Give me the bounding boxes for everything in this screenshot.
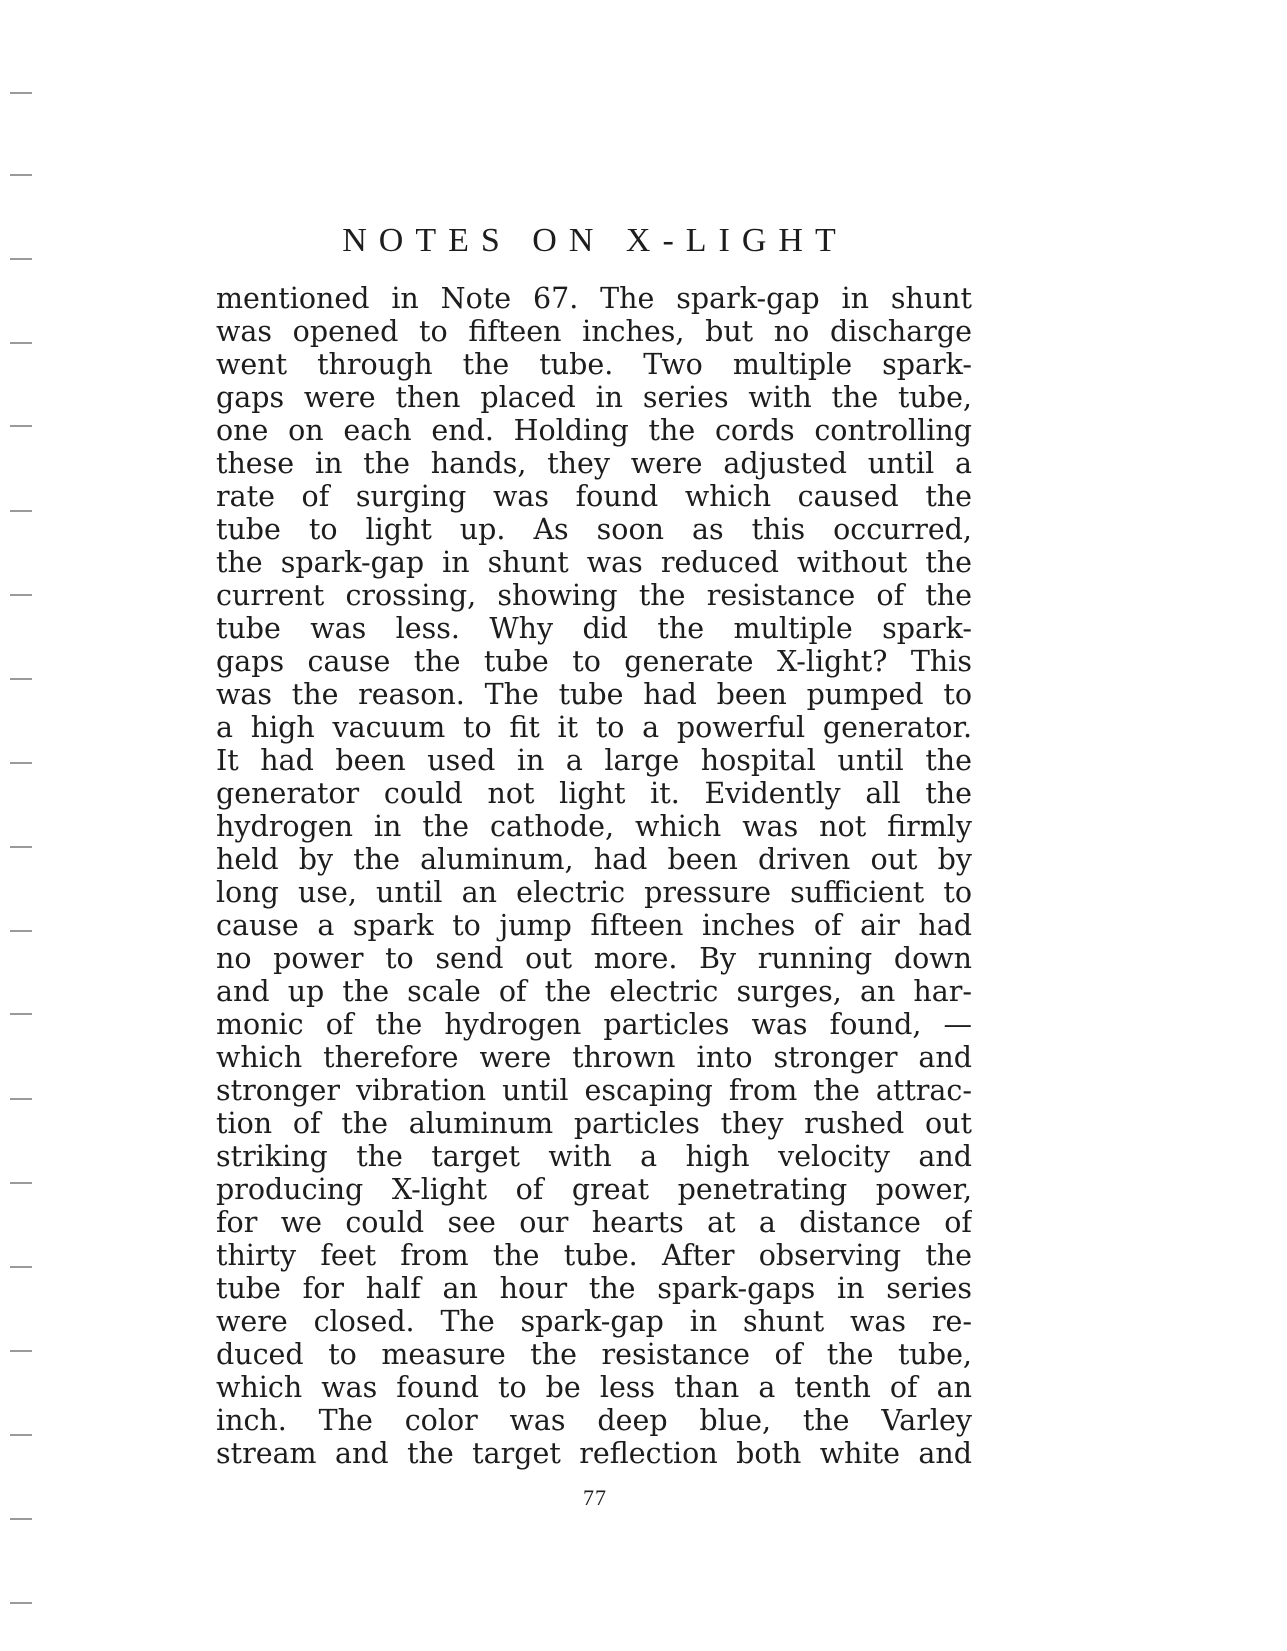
text-line: gaps cause the tube to generate X-light? This <box>216 645 972 678</box>
text-line: hydrogen in the cathode, which was not firmly <box>216 810 972 843</box>
edge-mark <box>10 1350 32 1352</box>
text-line: stronger vibration until escaping from the attrac- <box>216 1074 972 1107</box>
text-line: went through the tube. Two multiple spark- <box>216 348 972 381</box>
text-line: for we could see our hearts at a distance of <box>216 1206 972 1239</box>
text-line: held by the aluminum, had been driven out by <box>216 843 972 876</box>
edge-mark <box>10 1434 32 1436</box>
edge-mark <box>10 762 32 764</box>
body-text <box>216 282 972 1470</box>
text-line: monic of the hydrogen particles was found, — <box>216 1008 972 1041</box>
text-line: long use, until an electric pressure sufficient to <box>216 876 972 909</box>
edge-mark <box>10 92 32 94</box>
text-line: which was found to be less than a tenth of an <box>216 1371 972 1404</box>
text-line: tion of the aluminum particles they rushed out <box>216 1107 972 1140</box>
edge-mark <box>10 342 32 344</box>
text-line: striking the target with a high velocity and <box>216 1140 972 1173</box>
text-line: generator could not light it. Evidently all the <box>216 777 972 810</box>
text-line: tube for half an hour the spark-gaps in series <box>216 1272 972 1305</box>
binding-edge-marks <box>10 0 40 1651</box>
edge-mark <box>10 1098 32 1100</box>
text-line: producing X-light of great penetrating power, <box>216 1173 972 1206</box>
edge-mark <box>10 425 32 427</box>
text-line: gaps were then placed in series with the tube, <box>216 381 972 414</box>
text-line: which therefore were thrown into stronger and <box>216 1041 972 1074</box>
text-line: was opened to fifteen inches, but no discharge <box>216 315 972 348</box>
text-line: stream and the target reflection both white and <box>216 1437 972 1470</box>
text-line: the spark-gap in shunt was reduced without the <box>216 546 972 579</box>
text-line: one on each end. Holding the cords controlling <box>216 414 972 447</box>
text-line: duced to measure the resistance of the tube, <box>216 1338 972 1371</box>
text-line: were closed. The spark-gap in shunt was re- <box>216 1305 972 1338</box>
edge-mark <box>10 1182 32 1184</box>
text-line: inch. The color was deep blue, the Varley <box>216 1404 972 1437</box>
text-line: rate of surging was found which caused the <box>216 480 972 513</box>
text-line: and up the scale of the electric surges, an har- <box>216 975 972 1008</box>
text-line: mentioned in Note 67. The spark-gap in shunt <box>216 282 972 315</box>
edge-mark <box>10 930 32 932</box>
text-line: a high vacuum to fit it to a powerful generator. <box>216 711 972 744</box>
text-line: current crossing, showing the resistance of the <box>216 579 972 612</box>
page-number: 77 <box>583 1485 607 1510</box>
text-line: tube to light up. As soon as this occurred, <box>216 513 972 546</box>
edge-mark <box>10 594 32 596</box>
edge-mark <box>10 846 32 848</box>
text-line: no power to send out more. By running down <box>216 942 972 975</box>
text-line: thirty feet from the tube. After observing the <box>216 1239 972 1272</box>
edge-mark <box>10 1266 32 1268</box>
edge-mark <box>10 1013 32 1015</box>
edge-mark <box>10 258 32 260</box>
text-line: was the reason. The tube had been pumped to <box>216 678 972 711</box>
text-line: It had been used in a large hospital until the <box>216 744 972 777</box>
edge-mark <box>10 1518 32 1520</box>
text-line: these in the hands, they were adjusted until a <box>216 447 972 480</box>
edge-mark <box>10 678 32 680</box>
edge-mark <box>10 174 32 176</box>
text-line: cause a spark to jump fifteen inches of air had <box>216 909 972 942</box>
running-head: NOTES ON X-LIGHT <box>342 222 848 259</box>
edge-mark <box>10 510 32 512</box>
edge-mark <box>10 1602 32 1604</box>
text-line: tube was less. Why did the multiple spark- <box>216 612 972 645</box>
